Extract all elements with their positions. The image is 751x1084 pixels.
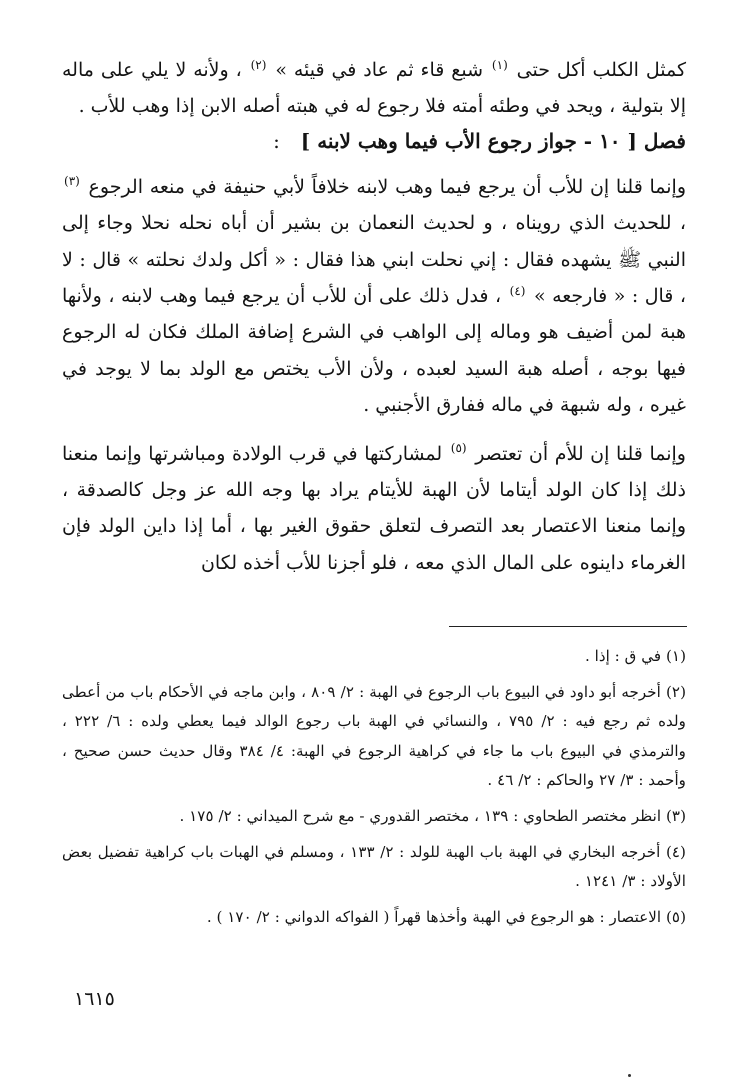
- footnote-ref-5[interactable]: (٥): [450, 441, 467, 456]
- paragraph-3-part-b: لمشاركتها في قرب الولادة ومباشرتها وإنما منعنا ذلك إذا كان الولد أيتاما لأن الهبة للأيتام يراد بها وجه الله عز وجل كالصدقة ، وإنما منعنا الاعتصار بعد التصرف لتعلق حقوق الغير بها ، أما إذا داين الولد فإن الغرماء داينوه على المال الذي معه ، فلو أجزنا للأب أخذه لكان: [62, 442, 686, 574]
- footnotes: [62, 642, 686, 932]
- paragraph-1: [62, 52, 686, 125]
- page-number: ١٦١٥: [74, 988, 115, 1010]
- paragraph-1-part-c: ، ولأنه لا يلي على ماله إلا بتولية ، ويحد في وطئه أمته فلا رجوع له في هبته أصله الابن إذا وهب للأب .: [62, 59, 686, 118]
- section-heading: [62, 123, 686, 159]
- paragraph-2-part-b: ، للحديث الذي رويناه ، و لحديث النعمان بن بشير أن أباه نحله نحلا وجاء إلى النبي ﷺ يشهده فقال : إني نحلت ابني هذا فقال : « أكل ولدك نحلته » قال : لا ، قال : « فارجعه »: [62, 212, 687, 308]
- main-text: [62, 52, 686, 581]
- paragraph-2-part-a: وإنما قلنا إن للأب أن يرجع فيما وهب لابنه خلافاً لأبي حنيفة في منعه الرجوع: [88, 175, 687, 198]
- scan-speck: [628, 1074, 631, 1077]
- paragraph-1-part-a: كمثل الكلب أكل حتى: [516, 59, 686, 81]
- footnote-5: (٥) الاعتصار : هو الرجوع في الهبة وأخذها قهراً ( الفواكه الدواني : ٢/ ١٧٠ ) .: [206, 907, 686, 926]
- footnote-ref-3[interactable]: (٣): [64, 174, 80, 189]
- footnote-separator: [449, 626, 687, 627]
- footnote-2: (٢) أخرجه أبو داود في البيوع باب الرجوع في الهبة : ٢/ ٨٠٩ ، وابن ماجه في الأحكام باب من أعطى ولده ثم رجع فيه : ٢/ ٧٩٥ ، والنسائي في الهبة باب رجوع الوالد فيما يعطي ولده : ٦/ ٢٢٢ ، والترمذي في البيوع باب ما جاء في كراهية الرجوع في الهبة: ٤/ ٣٨٤ وقال حديث حسن صحيح ، وأحمد : ٣/ ٢٧ والحاكم : ٢/ ٤٦ .: [62, 682, 687, 790]
- footnote-ref-2[interactable]: (٢): [250, 57, 267, 72]
- paragraph-2: [62, 169, 686, 424]
- paragraph-3: [62, 436, 686, 582]
- paragraph-2-part-c: ، فدل ذلك على أن للأب أن يرجع فيما وهب لابنه ، ولأنها هبة لمن أضيف هو وماله إلى الواهب في الشرع إضافة الملك فكان له الرجوع فيها بوجه ، أصله هبة السيد لعبده ، ولأن الأب يختص مع الولد بما لا يوجد في غيره ، وله شبهة في ماله ففارق الأجنبي .: [62, 285, 686, 417]
- section-heading-text: فصل [ ١٠ - جواز رجوع الأب فيما وهب لابنه ]: [300, 128, 686, 153]
- paragraph-3-part-a: وإنما قلنا إن للأم أن تعتصر: [475, 442, 686, 465]
- footnote-ref-4[interactable]: (٤): [509, 283, 526, 298]
- paragraph-1-part-b: شبع قاء ثم عاد في قيئه »: [275, 59, 484, 81]
- section-heading-colon: :: [273, 128, 280, 153]
- footnote-3: (٣) انظر مختصر الطحاوي : ١٣٩ ، مختصر القدوري - مع شرح الميداني : ٢/ ١٧٥ .: [179, 806, 686, 825]
- footnote-1: (١) في ق : إذا .: [584, 647, 686, 665]
- footnote-4: (٤) أخرجه البخاري في الهبة باب الهبة للولد : ٢/ ١٣٣ ، ومسلم في الهبات باب كراهية تفضيل بعض الأولاد : ٣/ ١٢٤١ .: [62, 842, 686, 891]
- footnote-ref-1[interactable]: (١): [491, 57, 508, 72]
